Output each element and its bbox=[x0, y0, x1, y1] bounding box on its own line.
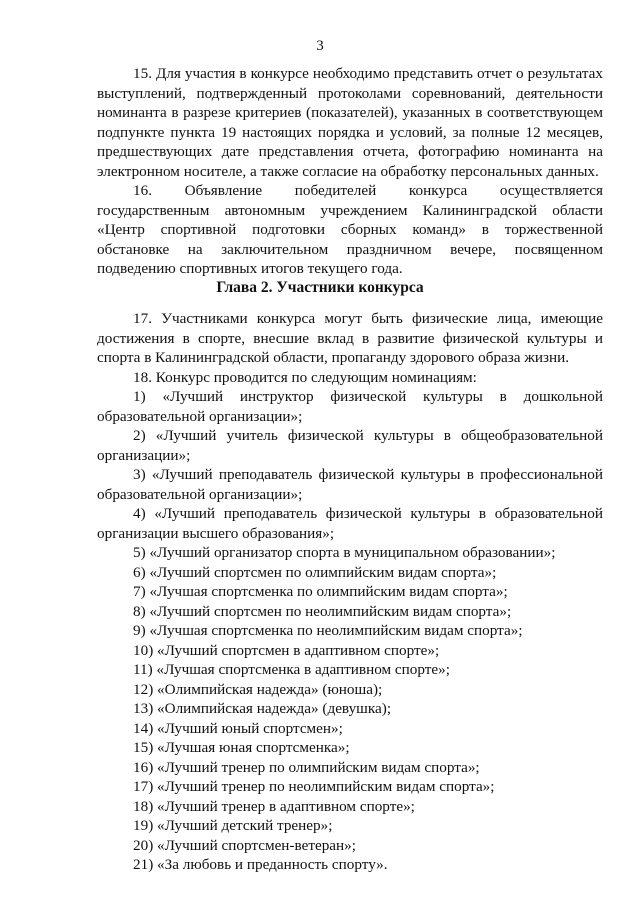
text-line: организации высшего образования»; bbox=[97, 524, 335, 542]
text-line: 19) «Лучший детский тренер»; bbox=[133, 817, 333, 834]
text-line: 17) «Лучший тренер по неолимпийским видам спорта»; bbox=[133, 778, 495, 795]
page-number: 3 bbox=[316, 38, 324, 54]
text-line: 20) «Лучший спортсмен-ветеран»; bbox=[133, 836, 356, 854]
text-line: 12) «Олимпийская надежда» (юноша); bbox=[133, 680, 383, 698]
text-line: 8) «Лучший спортсмен по неолимпийским видам спорта»; bbox=[133, 602, 512, 620]
text-line: 15) «Лучшая юная спортсменка»; bbox=[133, 739, 350, 756]
text-line: номинанта в разрезе критериев (показателей), указанных в соответствующем bbox=[97, 104, 603, 121]
text-line: 3) «Лучший преподаватель физической культуры в профессиональной bbox=[133, 466, 603, 483]
text-line: 18. Конкурс проводится по следующим номинациям: bbox=[133, 368, 477, 386]
text-line: предшествующих дате представления отчета, фотографию номинанта на bbox=[97, 143, 603, 160]
chapter-heading: Глава 2. Участники конкурса bbox=[216, 279, 424, 296]
text-line: 16) «Лучший тренер по олимпийским видам спорта»; bbox=[133, 758, 480, 776]
text-line: подпункте пункта 19 настоящих порядка и условий, за полные 12 месяцев, bbox=[97, 123, 603, 141]
text-line: 21) «За любовь и преданность спорту». bbox=[133, 856, 388, 873]
text-line: 16. Объявление победителей конкурса осуществляется bbox=[133, 182, 603, 199]
text-line: 1) «Лучший инструктор физической культуры в дошкольной bbox=[133, 388, 603, 405]
text-line: 17. Участниками конкурса могут быть физические лица, имеющие bbox=[133, 310, 603, 327]
text-line: 13) «Олимпийская надежда» (девушка); bbox=[133, 700, 392, 717]
text-line: 18) «Лучший тренер в адаптивном спорте»; bbox=[133, 797, 415, 815]
text-line: 5) «Лучший организатор спорта в муниципальном образовании»; bbox=[133, 544, 556, 561]
text-line: обстановке на заключительном праздничном вечере, посвященном bbox=[97, 240, 603, 258]
intro-paragraphs bbox=[97, 64, 603, 279]
text-line: достижения в спорте, внесшие вклад в развитие физической культуры и bbox=[97, 329, 603, 347]
text-line: 6) «Лучший спортсмен по олимпийским видам спорта»; bbox=[133, 563, 497, 581]
text-line: «Центр спортивной подготовки сборных команд» в торжественной bbox=[97, 221, 603, 238]
text-line: 2) «Лучший учитель физической культуры в общеобразовательной bbox=[133, 427, 603, 444]
text-line: 11) «Лучшая спортсменка в адаптивном спорте»; bbox=[133, 661, 450, 678]
text-line: 10) «Лучший спортсмен в адаптивном спорте»; bbox=[133, 641, 440, 659]
text-line: выступлений, подтвержденный протоколами соревнований, деятельности bbox=[97, 84, 603, 102]
text-line: 4) «Лучший преподаватель физической культуры в образовательной bbox=[133, 505, 603, 522]
text-line: 9) «Лучшая спортсменка по неолимпийским видам спорта»; bbox=[133, 622, 523, 639]
text-line: спорта в Калининградской области, пропаганду здорового образа жизни. bbox=[97, 349, 569, 366]
text-line: подведению спортивных итогов текущего года. bbox=[97, 260, 403, 277]
text-line: электронном носителе, а также согласие на обработку персональных данных. bbox=[97, 162, 599, 180]
chapter-body bbox=[97, 309, 603, 875]
text-line: образовательной организации»; bbox=[97, 407, 303, 425]
text-line: 15. Для участия в конкурсе необходимо представить отчет о результатах bbox=[133, 65, 603, 82]
text-line: организации»; bbox=[97, 446, 191, 464]
text-line: 7) «Лучшая спортсменка по олимпийским видам спорта»; bbox=[133, 583, 508, 600]
text-line: образовательной организации»; bbox=[97, 485, 303, 503]
text-line: государственным автономным учреждением Калининградской области bbox=[97, 201, 603, 219]
text-line: 14) «Лучший юный спортсмен»; bbox=[133, 719, 343, 737]
